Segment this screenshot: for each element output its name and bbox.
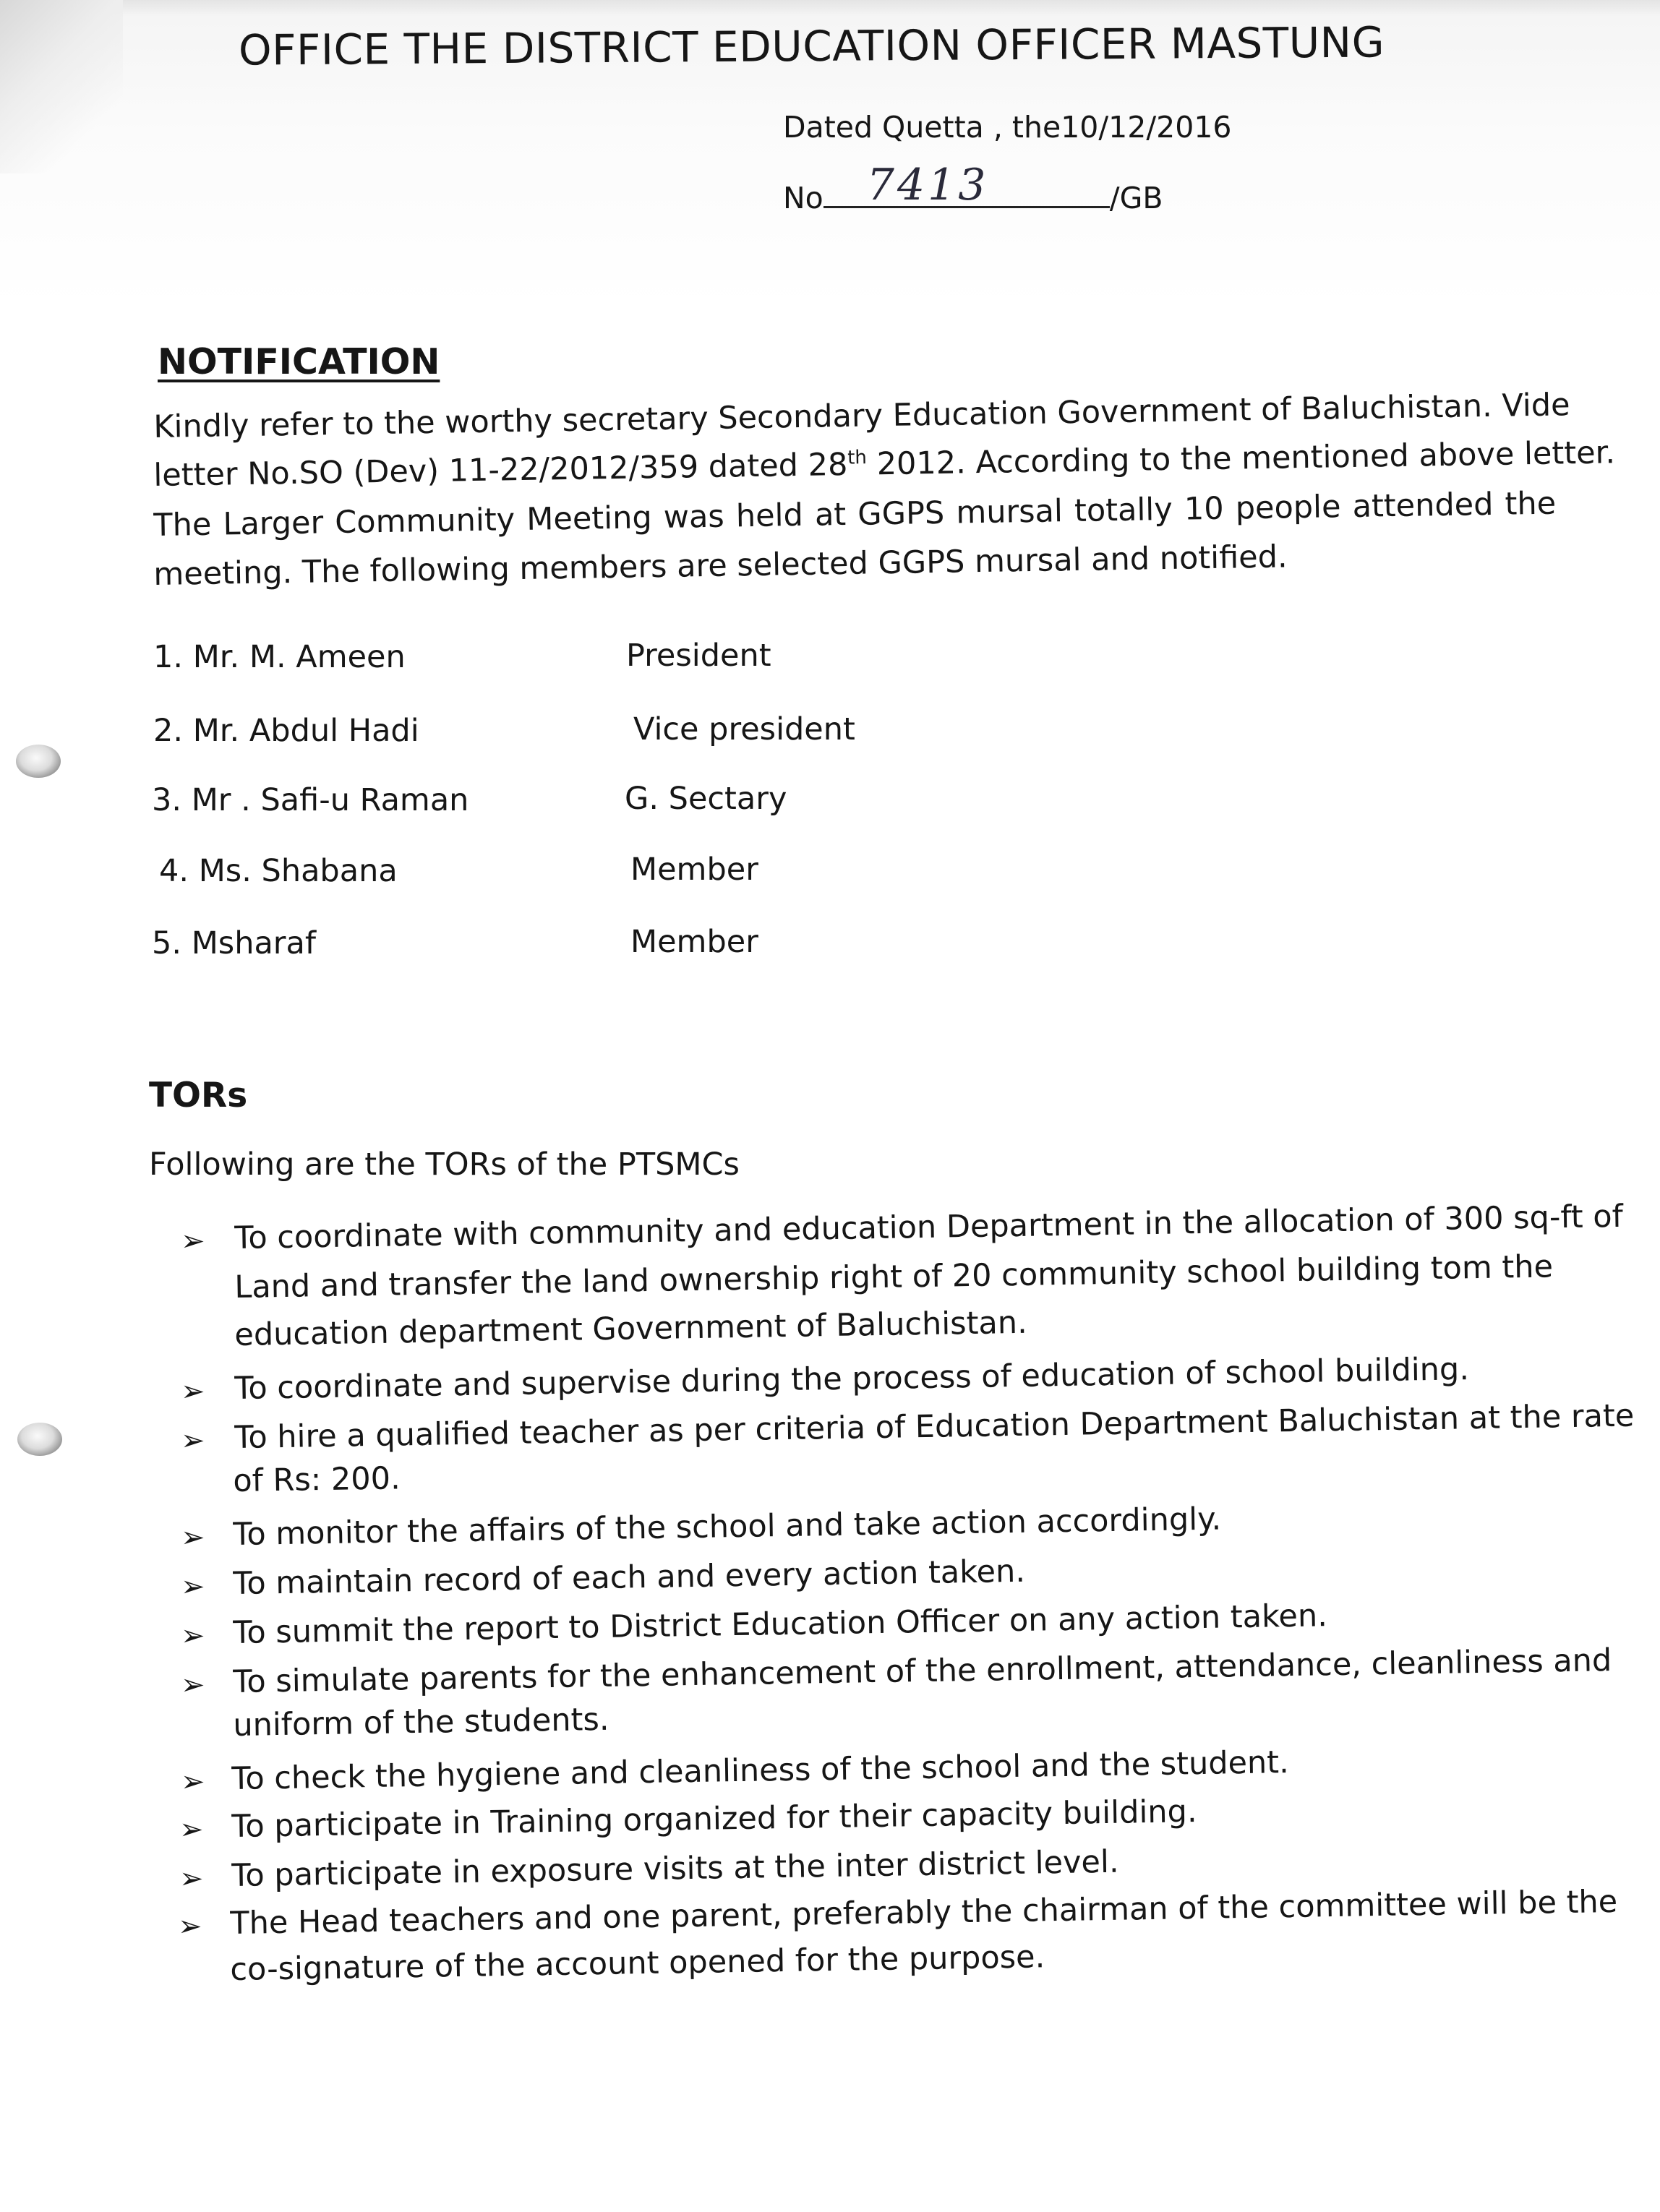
tor-item-8: To check the hygiene and cleanliness of the school and the student. bbox=[231, 1744, 1290, 1797]
member-name: 3. Mr . Safi-u Raman bbox=[152, 782, 469, 818]
tor-item-11-line-2: co-signature of the account opened for the purpose. bbox=[230, 1939, 1045, 1988]
member-name: 1. Mr. M. Ameen bbox=[153, 639, 406, 675]
member-role: Vice president bbox=[633, 711, 855, 747]
arrow-bullet-icon: ➢ bbox=[181, 1668, 205, 1702]
arrow-bullet-icon: ➢ bbox=[178, 1910, 202, 1943]
tor-item-11-line-1: The Head teachers and one parent, preferably the chairman of the committee will be the bbox=[230, 1883, 1618, 1942]
tor-item-3-line-2: of Rs: 200. bbox=[233, 1460, 401, 1499]
punch-hole-bottom bbox=[17, 1423, 62, 1456]
tor-item-1-line-1: To coordinate with community and education Department in the allocation of 300 sq-ft of bbox=[234, 1198, 1624, 1256]
arrow-bullet-icon: ➢ bbox=[181, 1225, 205, 1258]
reference-number-field bbox=[823, 160, 1110, 210]
tor-item-5: To maintain record of each and every action taken. bbox=[233, 1553, 1026, 1602]
folded-corner bbox=[0, 0, 123, 173]
arrow-bullet-icon: ➢ bbox=[181, 1765, 205, 1799]
arrow-bullet-icon: ➢ bbox=[181, 1521, 205, 1554]
arrow-bullet-icon: ➢ bbox=[181, 1424, 205, 1457]
notification-line-3: The Larger Community Meeting was held at GGPS mursal totally 10 people attended the bbox=[153, 485, 1557, 544]
notification-line-2: letter No.SO (Dev) 11-22/2012/359 dated 28th 2012. According to the mentioned above letter. bbox=[153, 434, 1616, 494]
office-title: OFFICE THE DISTRICT EDUCATION OFFICER MASTUNG bbox=[238, 17, 1385, 75]
tor-item-1-line-3: education department Government of Baluchistan. bbox=[234, 1304, 1028, 1353]
arrow-bullet-icon: ➢ bbox=[181, 1570, 205, 1603]
member-role: Member bbox=[630, 924, 758, 960]
reference-number-line bbox=[783, 160, 1163, 215]
dated-line: Dated Quetta , the10/12/2016 bbox=[783, 110, 1232, 145]
tors-heading: TORs bbox=[149, 1076, 248, 1115]
tor-item-3-line-1: To hire a qualified teacher as per criteria of Education Department Baluchistan at the rate bbox=[234, 1397, 1635, 1456]
reference-suffix: /GB bbox=[1109, 181, 1163, 215]
reference-prefix: No bbox=[783, 181, 823, 215]
tor-item-4: To monitor the affairs of the school and take action accordingly. bbox=[233, 1501, 1222, 1553]
member-name: 4. Ms. Shabana bbox=[159, 853, 398, 889]
arrow-bullet-icon: ➢ bbox=[179, 1813, 204, 1846]
tor-item-2: To coordinate and supervise during the process of education of school building. bbox=[234, 1351, 1470, 1407]
tor-item-10: To participate in exposure visits at the inter district level. bbox=[231, 1843, 1119, 1894]
member-name: 5. Msharaf bbox=[152, 925, 316, 961]
handwritten-reference-number: 7413 bbox=[866, 160, 989, 210]
tor-item-6: To summit the report to District Education Officer on any action taken. bbox=[233, 1598, 1328, 1651]
tor-item-7-line-1: To simulate parents for the enhancement of the enrollment, attendance, cleanliness and bbox=[233, 1642, 1612, 1700]
member-role: Member bbox=[630, 852, 758, 888]
tors-intro: Following are the TORs of the PTSMCs bbox=[149, 1146, 740, 1183]
tor-item-7-line-2: uniform of the students. bbox=[233, 1701, 609, 1744]
scan-top-shadow bbox=[0, 0, 1660, 16]
notification-line-4: meeting. The following members are selected GGPS mursal and notified. bbox=[153, 539, 1288, 593]
punch-hole-top bbox=[16, 745, 61, 778]
member-name: 2. Mr. Abdul Hadi bbox=[153, 713, 419, 749]
member-role: President bbox=[626, 638, 771, 674]
member-role: G. Sectary bbox=[625, 781, 787, 817]
arrow-bullet-icon: ➢ bbox=[181, 1619, 205, 1652]
notification-heading: NOTIFICATION bbox=[158, 341, 440, 382]
superscript-th: th bbox=[847, 447, 868, 469]
arrow-bullet-icon: ➢ bbox=[181, 1375, 205, 1408]
notification-line-1: Kindly refer to the worthy secretary Secondary Education Government of Baluchistan. Vide bbox=[153, 387, 1570, 445]
arrow-bullet-icon: ➢ bbox=[179, 1862, 204, 1895]
tor-item-9: To participate in Training organized for their capacity building. bbox=[231, 1793, 1197, 1845]
tor-item-1-line-2: Land and transfer the land ownership right of 20 community school building tom the bbox=[234, 1248, 1554, 1306]
